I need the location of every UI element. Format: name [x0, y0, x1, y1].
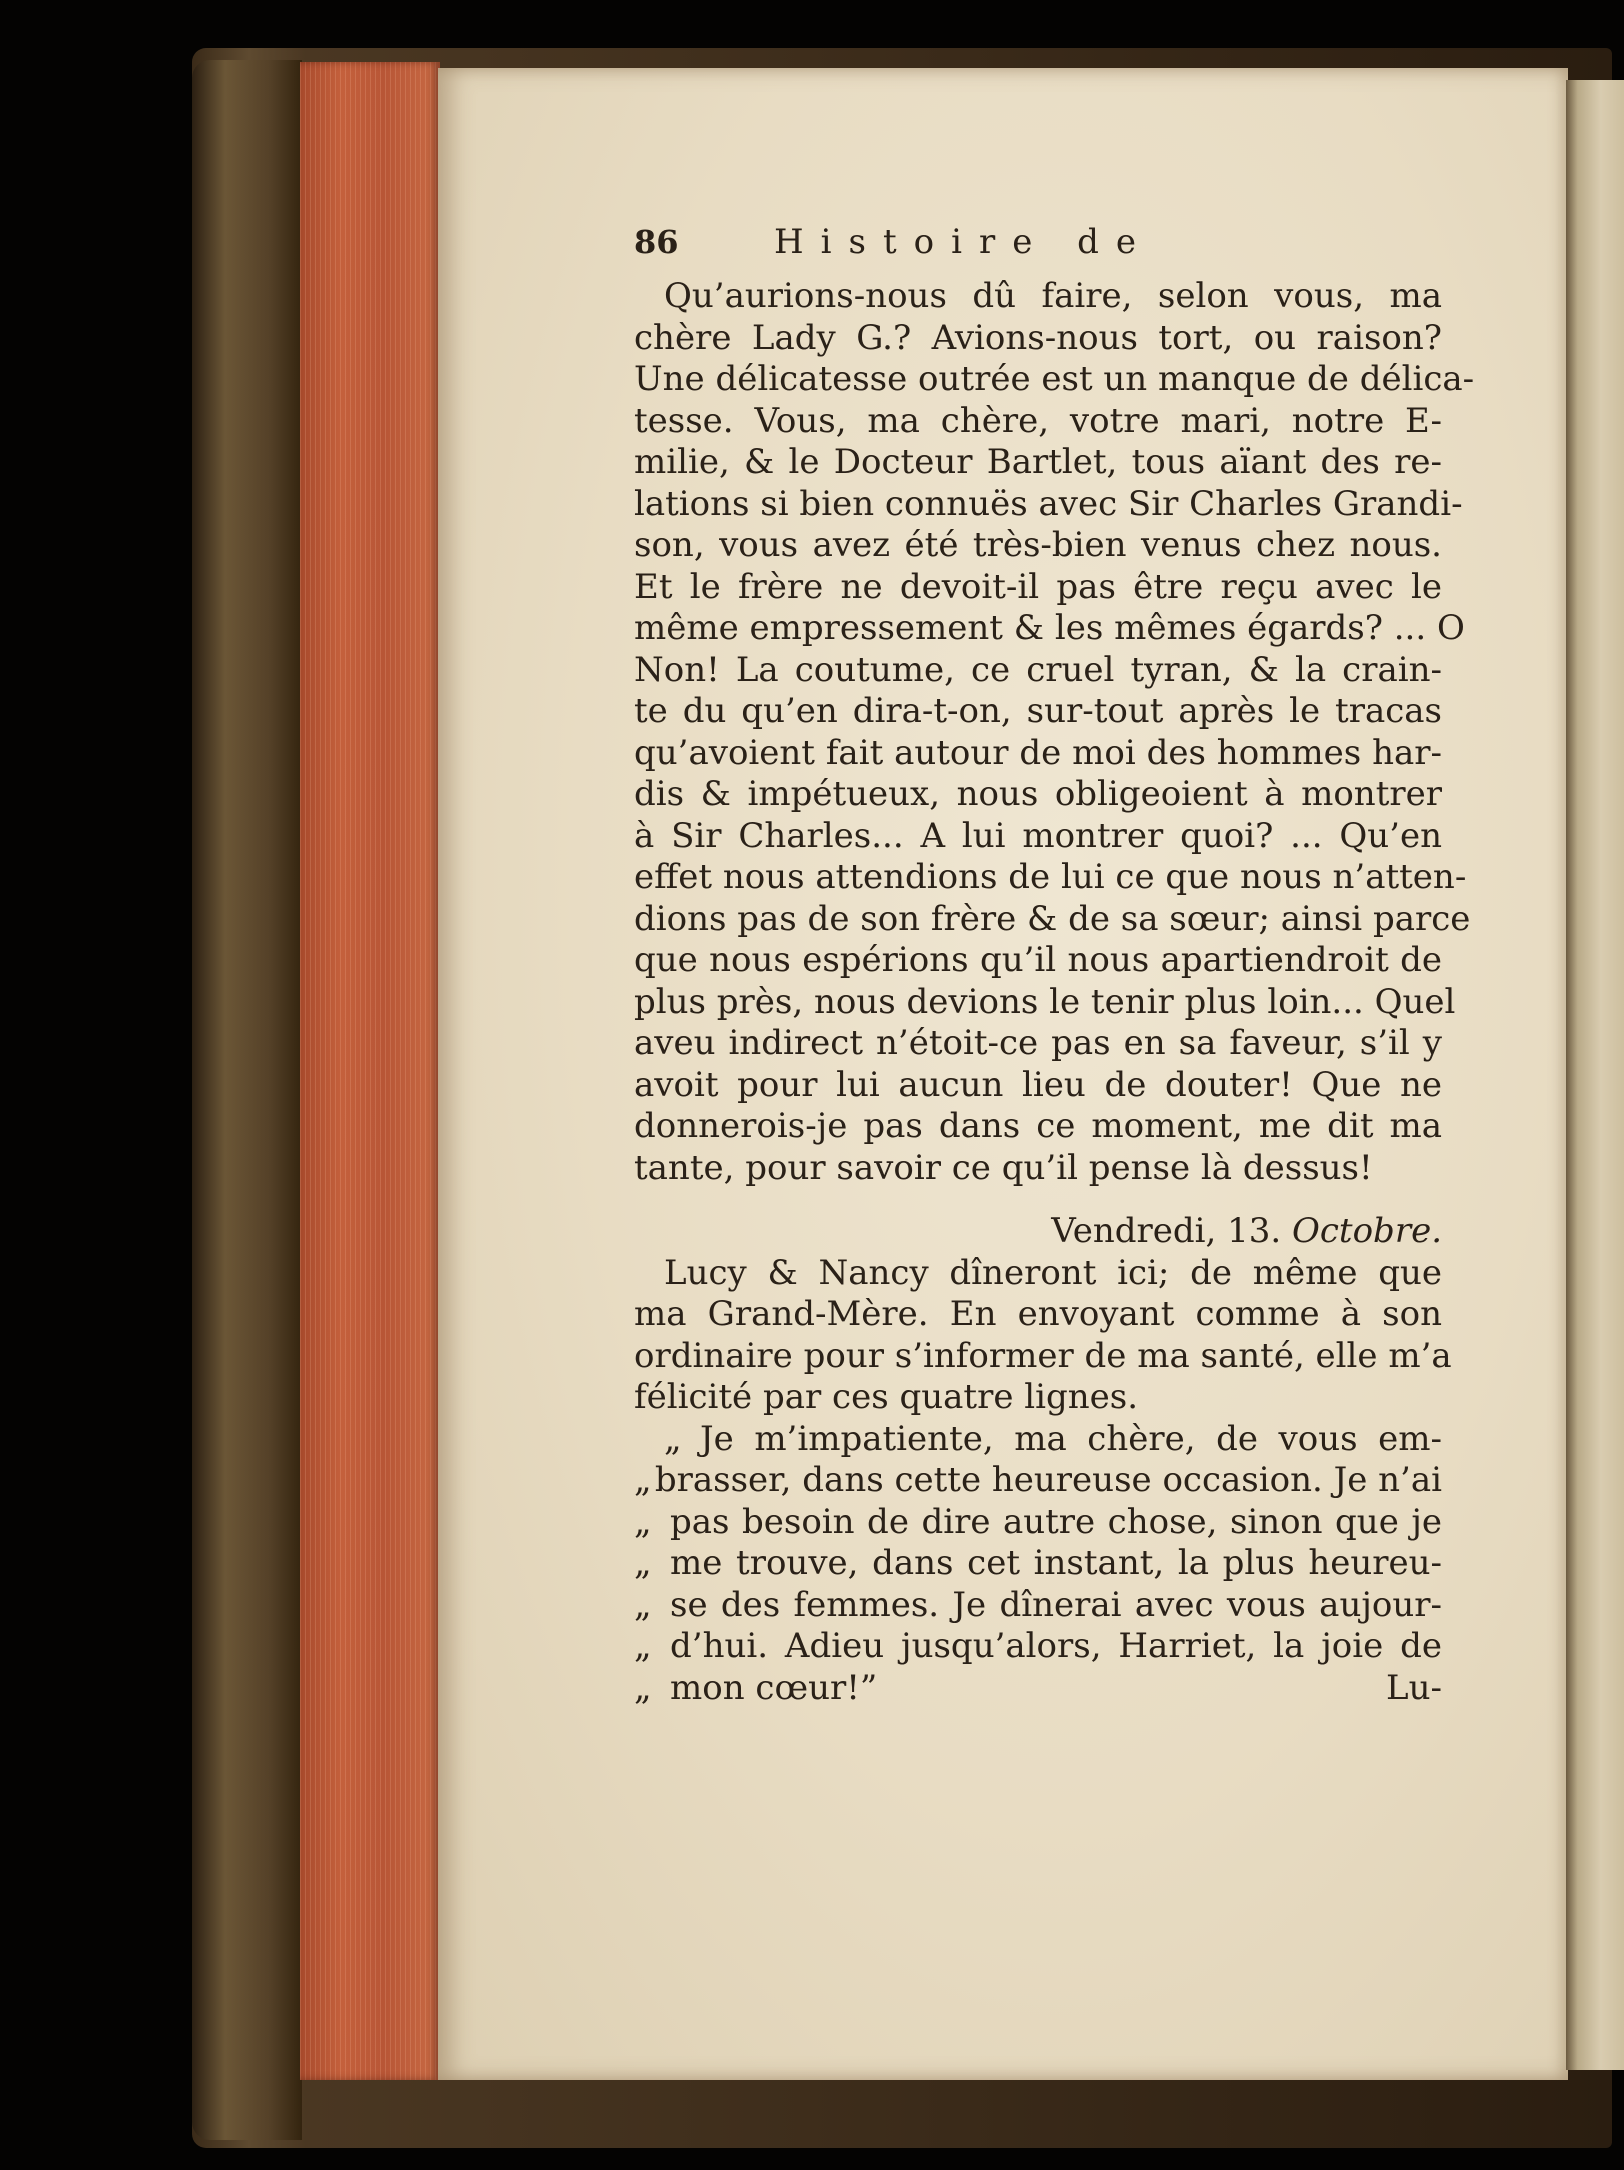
text-line: plus près, nous devions le tenir plus loin... Quel	[634, 981, 1456, 1022]
paragraph-2	[634, 1252, 1452, 1419]
dateline	[634, 1189, 1442, 1253]
quote-line	[634, 1460, 1442, 1502]
text-line: que nous espérions qu’il nous apartiendroit de	[634, 940, 1442, 980]
text-line: te du qu’en dira-t-on, sur-tout après le tracas	[634, 691, 1442, 731]
text-line: dis & impétueux, nous obligeoient à montrer	[634, 774, 1442, 814]
quote-line	[634, 1543, 1442, 1585]
quote-mark: „	[634, 1460, 652, 1500]
text-line: ordinaire pour s’informer de ma santé, elle m’a	[634, 1335, 1452, 1376]
quote-line	[634, 1419, 1442, 1461]
red-page-edges	[300, 62, 440, 2080]
quoted-letter	[634, 1419, 1442, 1710]
text-line: même empressement & les mêmes égards? ... O	[634, 608, 1465, 648]
quote-text: d’hui. Adieu jusqu’alors, Harriet, la joie de	[670, 1626, 1442, 1666]
text-line: dions pas de son frère & de sa sœur; ainsi parce	[634, 898, 1471, 939]
quote-text: brasser, dans cette heureuse occasion. Je n’ai	[654, 1460, 1442, 1500]
text-line: chère Lady G.? Avions-nous tort, ou raison?	[634, 317, 1442, 358]
dateline-day: Vendredi, 13.	[1051, 1211, 1282, 1251]
text-line: Lucy & Nancy dîneront ici; de même que	[664, 1252, 1442, 1293]
text-line: Et le frère ne devoit-il pas être reçu avec le	[634, 566, 1442, 607]
text-line: félicité par ces quatre lignes.	[634, 1377, 1139, 1417]
quote-text: Je m’impatiente, ma chère, de vous em-	[700, 1418, 1442, 1459]
text-line: tesse. Vous, ma chère, votre mari, notre E-	[634, 400, 1442, 441]
text-line: lations si bien connuës avec Sir Charles Grandi-	[634, 483, 1463, 524]
quote-mark: „	[664, 1418, 682, 1459]
text-line: avoit pour lui aucun lieu de douter! Que ne	[634, 1064, 1442, 1105]
text-line: aveu indirect n’étoit-ce pas en sa faveur, s’il y	[634, 1023, 1442, 1063]
quote-text: pas besoin de dire autre chose, sinon que je	[670, 1501, 1442, 1542]
text-line: ma Grand-Mère. En envoyant comme à son	[634, 1294, 1442, 1334]
text-line: donnerois-je pas dans ce moment, me dit ma	[634, 1106, 1442, 1146]
running-title: Histoire de	[774, 222, 1154, 262]
quote-text: me trouve, dans cet instant, la plus heureu-	[670, 1543, 1442, 1583]
page-number: 86	[634, 223, 679, 261]
facing-page-edge	[1566, 80, 1624, 2070]
book-spine-edge	[192, 60, 302, 2140]
quote-mark: „	[634, 1543, 652, 1583]
quote-line	[634, 1585, 1442, 1627]
text-line: Non! La coutume, ce cruel tyran, & la crain-	[634, 649, 1442, 690]
quote-line	[634, 1626, 1442, 1668]
quote-line	[634, 1502, 1442, 1544]
text-line: Qu’aurions-nous dû faire, selon vous, ma	[664, 276, 1442, 316]
text-line: à Sir Charles... A lui montrer quoi? ... Qu’en	[634, 815, 1442, 856]
quote-line	[634, 1668, 1442, 1710]
catchword: Lu-	[1386, 1667, 1442, 1708]
text-line: qu’avoient fait autour de moi des hommes har-	[634, 732, 1442, 773]
page-header	[634, 222, 1442, 268]
text-line: Une délicatesse outrée est un manque de délica-	[634, 359, 1475, 399]
paragraph-1	[634, 276, 1475, 1189]
text-line: milie, & le Docteur Bartlet, tous aïant des re-	[634, 442, 1442, 482]
text-line: tante, pour savoir ce qu’il pense là dessus!	[634, 1147, 1373, 1188]
text-line: son, vous avez été très-bien venus chez nous.	[634, 525, 1442, 565]
text-line: effet nous attendions de lui ce que nous n’atten-	[634, 857, 1467, 897]
page-text	[634, 222, 1475, 1709]
quote-mark: „	[634, 1626, 652, 1666]
quote-mark: „	[634, 1501, 652, 1542]
quote-mark: „	[634, 1584, 652, 1625]
quote-text: mon cœur!”	[670, 1667, 878, 1708]
dateline-month: Octobre.	[1292, 1211, 1442, 1251]
quote-text: se des femmes. Je dînerai avec vous aujour-	[670, 1584, 1442, 1625]
quote-mark: „	[634, 1667, 652, 1708]
